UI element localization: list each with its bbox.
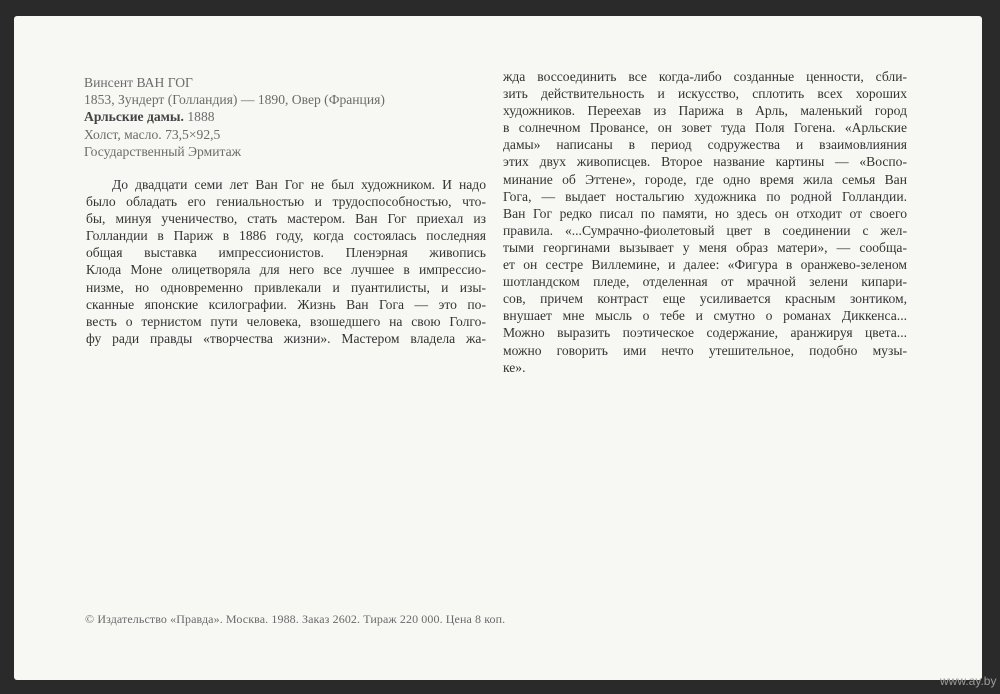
text-line: зить действительность и искусство, сплотить всех хороших [503, 86, 907, 102]
text-line: шотландском пледе, отделенная от мрачной зелени кипари- [503, 274, 907, 290]
text-line: художников. Переехав из Парижа в Арль, маленький город [503, 103, 907, 119]
text-line: Ван Гог редко писал по памяти, но здесь он отходит от своего [503, 205, 907, 221]
text-line: низме, но одновременно привлекали и пуантилисты, и изы- [86, 279, 486, 295]
text-line: Можно выразить поэтическое содержание, аранжируя цвета... [503, 325, 907, 341]
artwork-info [84, 74, 385, 160]
text-line: внушает мне мысль о тебе и смутно о романах Диккенса... [503, 308, 907, 324]
museum-name: Государственный Эрмитаж [84, 143, 242, 159]
text-line: можно говорить ими нечто утешительное, подобно музы- [503, 342, 907, 358]
publisher-imprint: © Издательство «Правда». Москва. 1988. Заказ 2602. Тираж 220 000. Цена 8 коп. [85, 612, 506, 626]
text-line: фу ради правды «творчества жизни». Мастером владела жа- [86, 330, 486, 346]
text-line: Клода Моне олицетворяла для него все лучшее в импрессио- [86, 262, 486, 278]
text-line: правила. «...Сумрачно-фиолетовый цвет в соединении с жел- [503, 222, 907, 238]
text-line: бы, минуя ученичество, стать мастером. Ван Гог приехал из [86, 211, 486, 227]
text-column-left [86, 176, 486, 347]
text-line: До двадцати семи лет Ван Гог не был художником. И надо [112, 177, 486, 192]
text-line: этих двух живописцев. Второе название картины — «Воспо- [503, 154, 907, 170]
text-line: Голландии в Париж в 1886 году, когда состоялась последняя [86, 228, 486, 244]
text-line: общая выставка импрессионистов. Пленэрная живопись [86, 245, 486, 261]
text-line: ке». [503, 359, 526, 375]
text-line: сов, причем контраст еще усиливается красным зонтиком, [503, 291, 907, 307]
artwork-year: 1888 [187, 109, 215, 125]
text-column-right [503, 68, 907, 376]
artist-life: 1853, Зундерт (Голландия) — 1890, Овер (Франция) [84, 92, 385, 108]
text-line: жда воссоединить все когда-либо созданные ценности, сбли- [503, 69, 907, 84]
text-line: минание об Эттене», городе, где одно время жила семья Ван [503, 171, 907, 187]
artist-name: Винсент ВАН ГОГ [84, 75, 193, 90]
watermark: www.ay.by [940, 674, 997, 688]
artwork-title-row [84, 108, 385, 125]
artwork-title: Арльские дамы. [84, 109, 184, 125]
text-line: в солнечном Провансе, он зовет туда Поля Гогена. «Арльские [503, 120, 907, 136]
text-line: ет он сестре Виллемине, и далее: «Фигура в оранжево-зеленом [503, 257, 907, 273]
text-line: сканные японские ксилографии. Жизнь Ван Гога — это по- [86, 296, 486, 312]
text-line: было обладать его гениальностью и трудоспособностью, что- [86, 194, 486, 210]
text-line: Гога, — выдает ностальгию художника по родной Голландии. [503, 188, 907, 204]
postcard-back [14, 16, 982, 680]
artwork-medium: Холст, масло. 73,5×92,5 [84, 126, 221, 142]
text-line: дамы» написаны в период содружества и взаимовлияния [503, 137, 907, 153]
text-line: тыми георгинами вызывает у меня образ матери», — сообща- [503, 239, 907, 255]
text-line: весть о тернистом пути человека, взошедшего на свою Голго- [86, 313, 486, 329]
